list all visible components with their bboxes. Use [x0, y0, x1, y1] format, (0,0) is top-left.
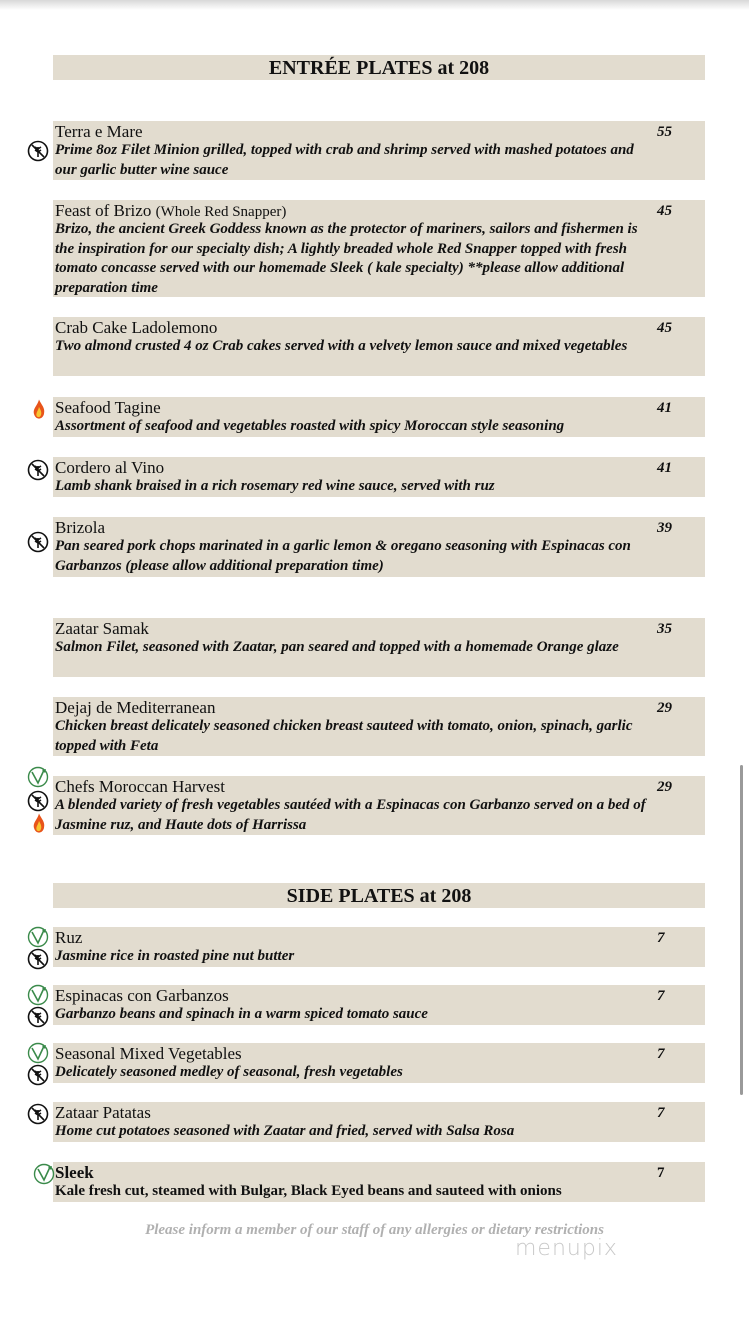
- item-price: 7: [657, 1165, 665, 1181]
- item-description: Kale fresh cut, steamed with Bulgar, Black Eyed beans and sauteed with onions: [55, 1183, 562, 1199]
- menu-item: [53, 697, 705, 756]
- item-name-text: Zaatar Samak: [55, 619, 149, 638]
- section-header-sides: SIDE PLATES at 208: [53, 883, 705, 908]
- item-name: [55, 457, 164, 478]
- item-price: 55: [657, 124, 672, 140]
- item-price: 7: [657, 988, 665, 1004]
- item-name: [55, 1162, 94, 1183]
- item-description: Assortment of seafood and vegetables roasted with spicy Moroccan style seasoning: [55, 418, 565, 434]
- gluten-free-icon: [27, 531, 49, 553]
- item-description: Garbanzo beans and spinach in a warm spiced tomato sauce: [55, 1006, 428, 1022]
- item-description: Prime 8oz Filet Minion grilled, topped with crab and shrimp served with mashed potatoes and our garlic butter wine sauce: [55, 142, 634, 178]
- item-name: [55, 927, 82, 948]
- allergy-notice: Please inform a member of our staff of any allergies or dietary restrictions: [145, 1222, 604, 1238]
- menu-item: [53, 457, 705, 497]
- item-price: 45: [657, 203, 672, 219]
- item-price: 39: [657, 520, 672, 536]
- menu-item: [53, 517, 705, 577]
- item-name-text: Cordero al Vino: [55, 458, 165, 477]
- item-name-text: Zataar Patatas: [55, 1103, 151, 1122]
- menu-item: [53, 200, 705, 297]
- item-price: 29: [657, 700, 672, 716]
- item-price: 35: [657, 621, 672, 637]
- item-name: [55, 397, 161, 418]
- gluten-free-icon: [27, 1064, 49, 1086]
- vegan-icon: [27, 926, 49, 948]
- vegan-icon: [27, 1042, 49, 1064]
- item-description: Pan seared pork chops marinated in a garlic lemon & oregano seasoning with Espinacas con Garbanzos (please allow additional preparation time): [55, 538, 631, 574]
- item-name: [55, 618, 149, 639]
- item-description: Two almond crusted 4 oz Crab cakes served with a velvety lemon sauce and mixed vegetables: [55, 338, 628, 354]
- menu-item: [53, 1043, 705, 1083]
- menu-item: [53, 618, 705, 677]
- item-description: Home cut potatoes seasoned with Zaatar and fried, served with Salsa Rosa: [55, 1123, 515, 1139]
- item-name: [55, 317, 217, 338]
- item-price: 7: [657, 930, 665, 946]
- item-price: 29: [657, 779, 672, 795]
- item-description: A blended variety of fresh vegetables sautéed with a Espinacas con Garbanzo served on a bed of Jasmine ruz, and Haute dots of Harrissa: [55, 797, 646, 833]
- scrollbar[interactable]: [740, 765, 743, 1095]
- gluten-free-icon: [27, 1103, 49, 1125]
- item-name: [55, 1043, 242, 1064]
- item-name: [55, 776, 225, 797]
- menu-item: [53, 1162, 705, 1202]
- item-name-note: (Whole Red Snapper): [155, 204, 287, 220]
- item-name-text: Brizola: [55, 518, 106, 537]
- item-name: [55, 1102, 151, 1123]
- item-price: 41: [657, 400, 672, 416]
- item-description: Delicately seasoned medley of seasonal, fresh vegetables: [55, 1064, 403, 1080]
- item-name-text: Ruz: [55, 928, 83, 947]
- item-name-text: Feast of Brizo: [55, 201, 152, 220]
- spicy-icon: [30, 398, 52, 420]
- item-price: 41: [657, 460, 672, 476]
- vegan-icon: [33, 1163, 55, 1185]
- item-description: Chicken breast delicately seasoned chicken breast sauteed with tomato, onion, spinach, garlic topped with Feta: [55, 718, 633, 754]
- gluten-free-icon: [27, 948, 49, 970]
- vegan-icon: [27, 984, 49, 1006]
- item-description: Salmon Filet, seasoned with Zaatar, pan seared and topped with a homemade Orange glaze: [55, 639, 619, 655]
- menu-item: [53, 397, 705, 437]
- item-description: Jasmine rice in roasted pine nut butter: [55, 948, 295, 964]
- menu-item: [53, 776, 705, 835]
- menu-item: [53, 1102, 705, 1142]
- section-header-entree: ENTRÉE PLATES at 208: [53, 55, 705, 80]
- gluten-free-icon: [27, 1006, 49, 1028]
- gluten-free-icon: [27, 459, 49, 481]
- item-name: [55, 121, 143, 142]
- item-name-text: Crab Cake Ladolemono: [55, 318, 218, 337]
- item-name-text: Terra e Mare: [55, 122, 143, 141]
- item-name-text: Dejaj de Mediterranean: [55, 698, 216, 717]
- menu-item: [53, 985, 705, 1025]
- gluten-free-icon: [27, 140, 49, 162]
- item-name: [55, 697, 215, 718]
- spicy-icon: [30, 812, 52, 834]
- item-description: Lamb shank braised in a rich rosemary red wine sauce, served with ruz: [55, 478, 495, 494]
- gluten-free-icon: [27, 790, 49, 812]
- watermark-logo: menupix: [515, 1236, 618, 1261]
- item-price: 45: [657, 320, 672, 336]
- item-description: Brizo, the ancient Greek Goddess known as the protector of mariners, sailors and fishermen is the inspiration for our specialty dish; A lightly breaded whole Red Snapper topped with fresh tomato concasse served with our homemade Sleek ( kale specialty) **please allow additional preparation time: [55, 221, 638, 296]
- item-name-text: Sleek: [55, 1163, 94, 1182]
- item-name: [55, 517, 105, 538]
- item-price: 7: [657, 1046, 665, 1062]
- item-name-text: Seasonal Mixed Vegetables: [55, 1044, 242, 1063]
- menu-item: [53, 927, 705, 967]
- item-name-text: Chefs Moroccan Harvest: [55, 777, 225, 796]
- item-name-text: Espinacas con Garbanzos: [55, 986, 229, 1005]
- top-shadow: [0, 0, 749, 10]
- menu-item: [53, 121, 705, 180]
- menu-item: [53, 317, 705, 376]
- item-name: [55, 985, 229, 1006]
- item-name-text: Seafood Tagine: [55, 398, 161, 417]
- vegan-icon: [27, 766, 49, 788]
- item-price: 7: [657, 1105, 665, 1121]
